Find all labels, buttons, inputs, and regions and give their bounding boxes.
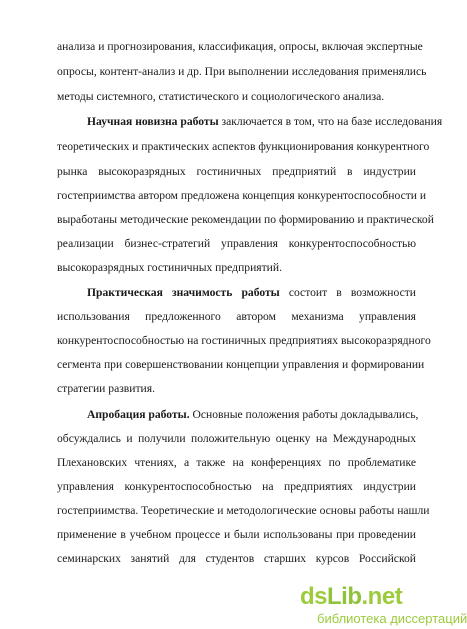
logo-text-ds: ds xyxy=(300,583,328,610)
text-line: гостеприимства автором предложена концепция конкурентоспособности и xyxy=(57,189,427,202)
text-line: сегмента при совершенствовании концепции управления и формировании xyxy=(57,358,425,371)
text-line: конкурентоспособностью на гостиничных предприятиях высокоразрядного xyxy=(57,334,431,347)
text-line: высокоразрядных гостиничных предприятий. xyxy=(57,261,282,274)
text-line: обсуждались и получили положительную оценку на Международных xyxy=(57,432,416,445)
text-run: заключается в том, что на базе исследования xyxy=(218,115,443,128)
paragraph-first-line xyxy=(87,408,419,422)
text-run: состоит в возможности xyxy=(279,286,417,299)
logo-text-net: .net xyxy=(361,583,403,610)
paragraph-first-line xyxy=(87,115,443,129)
section-heading-novelty: Научная новизна работы xyxy=(87,115,219,128)
text-line: семинарских занятий для студентов старших курсов Российской xyxy=(57,552,416,565)
watermark-subtitle: библиотека диссертаций xyxy=(317,611,467,626)
text-line: Плехановских чтениях, а также на конференциях по проблематике xyxy=(57,456,416,469)
text-line: методы системного, статистического и социологического анализа. xyxy=(57,90,385,103)
text-line: анализа и прогнозирования, классификация, опросы, включая экспертные xyxy=(57,40,423,53)
section-heading-significance: Практическая значимость работы xyxy=(87,286,280,299)
text-line: применение в учебном процессе и были использованы при проведении xyxy=(57,528,416,541)
section-heading-approbation: Апробация работы. xyxy=(87,408,190,421)
dslib-watermark[interactable] xyxy=(300,583,467,629)
text-line: теоретических и практических аспектов функционирования конкурентного xyxy=(57,140,430,153)
dslib-logo xyxy=(300,583,450,611)
text-line: рынка высокоразрядных гостиничных предприятий в индустрии xyxy=(57,165,416,178)
text-line: гостеприимства. Теоретические и методологические основы работы нашли xyxy=(57,504,430,517)
text-run: Основные положения работы докладывались, xyxy=(189,408,419,421)
text-line: опросы, контент-анализ и др. При выполнении исследования применялись xyxy=(57,65,427,78)
text-line: стратегии развития. xyxy=(57,382,155,395)
text-line: реализации бизнес-стратегий управления конкурентоспособностью xyxy=(57,237,416,250)
paragraph-first-line xyxy=(87,286,416,300)
text-line: управления конкурентоспособностью на предприятиях индустрии xyxy=(57,480,416,493)
text-line: выработаны методические рекомендации по формированию и практической xyxy=(57,213,434,226)
text-line: использования предложенного автором механизма управления xyxy=(57,310,416,323)
logo-text-lib: Lib xyxy=(327,583,362,610)
